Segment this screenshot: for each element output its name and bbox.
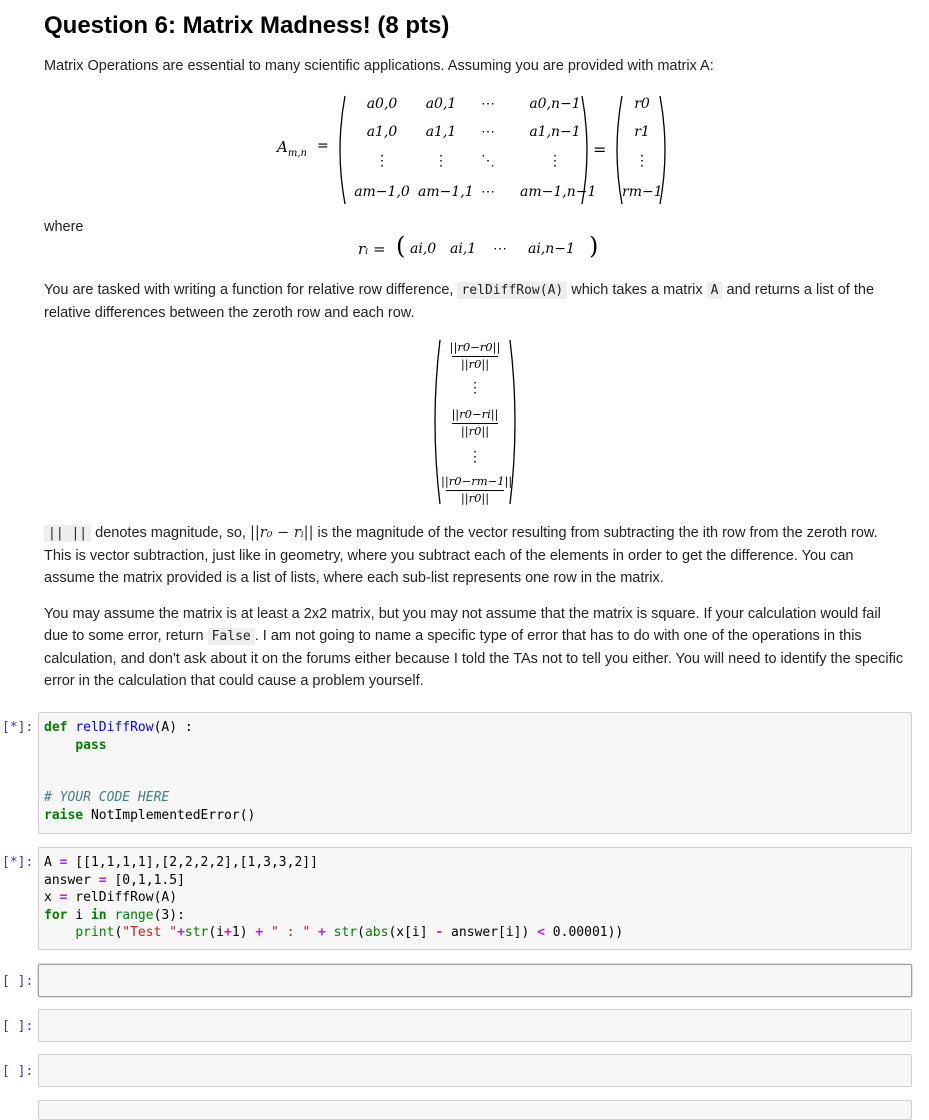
frac1-denominator: ||r0|| <box>460 357 490 371</box>
paragraph-3: You may assume the matrix is at least a 2x2 matrix, but you may not assume that the matrix is square. If your calculation would fail due to some error, return False . I am not going to name a specific type of error that has to do with one of the operations in this calculation, and don't ask about it on the forums either because I told the TAs not to tell you either. You will need to identify the specific error in the calculation that could cause a problem yourself. <box>44 606 904 689</box>
row-def-item: ai,0 <box>410 241 437 257</box>
equals-sign-2: = <box>593 140 607 159</box>
frac2-denominator: ||r0|| <box>460 424 490 438</box>
code-cell-1[interactable] <box>38 712 912 834</box>
code-cell-3[interactable] <box>38 964 912 997</box>
equals-sign: = <box>317 138 329 154</box>
diff-vdots-2: ⋮ <box>468 449 482 465</box>
vector-cell: r0 <box>634 96 650 112</box>
matrix-cell: a1,n−1 <box>529 124 581 140</box>
matrix-cell: ⋯ <box>481 184 495 200</box>
code-cell-5[interactable] <box>38 1054 912 1087</box>
inline-code-a: A <box>707 282 723 299</box>
cell-5-prompt: [ ]: <box>2 1064 34 1079</box>
row-def-item: ai,1 <box>450 241 477 257</box>
matrix-cell: am−1,0 <box>354 184 410 200</box>
row-def-lhs: rᵢ = <box>358 240 386 258</box>
matrix-cell: am−1,1 <box>418 184 474 200</box>
inline-magnitude-symbol: || || <box>44 525 91 542</box>
cell-3-prompt: [ ]: <box>2 974 34 989</box>
matrix-cell: ⋮ <box>434 153 448 169</box>
code-cell-2[interactable] <box>38 847 912 950</box>
frac1-numerator: ||r0−r0|| <box>449 340 501 354</box>
matrix-cell: am−1,n−1 <box>520 184 597 200</box>
diff-vdots-1: ⋮ <box>468 380 482 396</box>
cell-1-prompt: [*]: <box>2 720 34 735</box>
vector-cell: rm−1 <box>622 184 663 200</box>
code-cell-6-partial[interactable] <box>38 1100 912 1120</box>
matrix-cell: a0,1 <box>425 96 457 112</box>
intro-text: Matrix Operations are essential to many scientific applications. Assuming you are provided with matrix A: <box>44 58 714 74</box>
inline-math-magnitude: ||r₀ − rᵢ|| <box>249 525 314 541</box>
cell-4-prompt: [ ]: <box>2 1019 34 1034</box>
matrix-left-paren <box>333 94 347 206</box>
frac3-denominator: ||r0|| <box>460 491 490 505</box>
matrix-cell: ⋮ <box>548 153 562 169</box>
where-text: where <box>44 219 84 235</box>
matrix-cell: ⋮ <box>375 153 389 169</box>
frac3-numerator: ||r0−rm−1|| <box>441 474 513 488</box>
question-title: Question 6: Matrix Madness! (8 pts) <box>44 12 450 39</box>
row-def-item: ai,n−1 <box>528 241 575 257</box>
matrix-cell: a1,0 <box>366 124 398 140</box>
row-def-left-paren: ( <box>396 232 406 260</box>
matrix-cell: ⋱ <box>481 153 495 169</box>
code-cell-4[interactable] <box>38 1009 912 1042</box>
inline-code-reldiffrow: relDiffRow(A) <box>457 282 567 299</box>
diff-left-paren <box>428 338 442 506</box>
matrix-cell: ⋯ <box>481 96 495 112</box>
row-def-right-paren: ) <box>589 232 599 260</box>
code-cell-2-source[interactable]: A = [[1,1,1,1],[2,2,2,2],[1,3,3,2]] answer = [0,1,1.5] x = relDiffRow(A) for i in range(3): print("Test "+str(i+1) + " : " + str(abs(x[i] - answer[i]) < 0.00001)) <box>44 855 624 941</box>
vector-cell: r1 <box>634 124 650 140</box>
inline-code-false: False <box>208 628 255 645</box>
matrix-cell: ⋯ <box>481 124 495 140</box>
matrix-cell: a0,n−1 <box>529 96 581 112</box>
paragraph-1: You are tasked with writing a function for relative row difference, relDiffRow(A) which takes a matrix A and returns a list of the relative differences between the zeroth row and each row. <box>44 282 875 321</box>
matrix-cell: a0,0 <box>366 96 398 112</box>
matrix-lhs: $A_{m,n}$ <box>277 138 307 159</box>
cell-2-prompt: [*]: <box>2 855 34 870</box>
matrix-cell: a1,1 <box>425 124 457 140</box>
row-def-item: ⋯ <box>493 241 507 257</box>
paragraph-2: || || denotes magnitude, so, ||r₀ − rᵢ|| is the magnitude of the vector resulting from subtracting the ith row from the zeroth row. This is vector subtraction, just like in geometry, where you subtract each of the elements in order to get the difference. You can assume the matrix provided is a list of lists, where each sub-list represents one row in the matrix. <box>44 525 878 586</box>
frac2-numerator: ||r0−ri|| <box>451 407 499 421</box>
code-cell-1-source[interactable]: def relDiffRow(A) : pass # YOUR CODE HERE raise NotImplementedError() <box>44 720 256 823</box>
vector-cell: ⋮ <box>635 153 649 169</box>
